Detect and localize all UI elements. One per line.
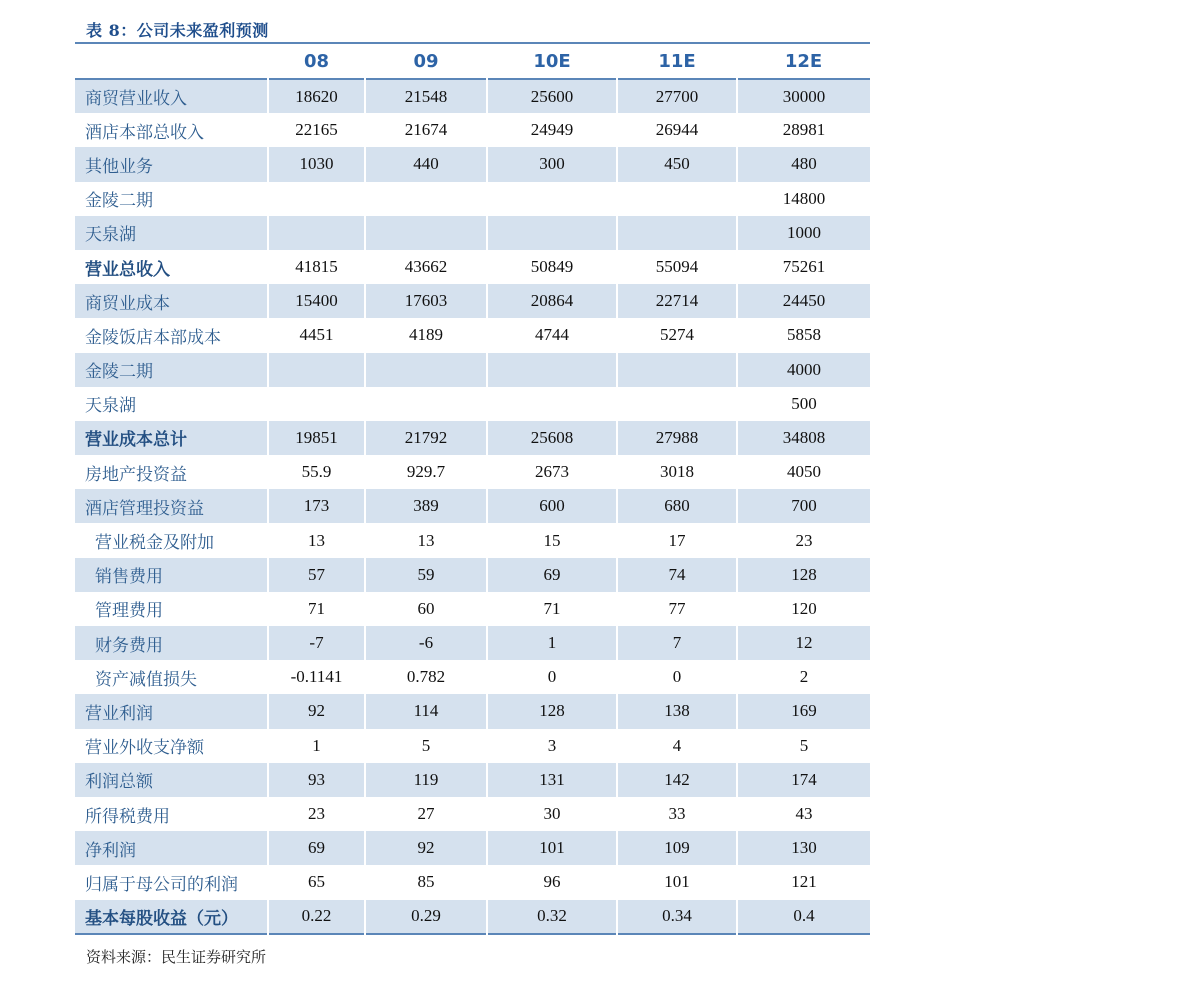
table-row [75,592,870,626]
row-label: 房地产投资益 [85,464,187,485]
table-row [75,694,870,728]
value-cell: 0.34 [617,900,737,934]
table-row [75,763,870,797]
value-cell: 4050 [737,455,870,489]
table-row [75,182,870,216]
row-label: 营业外收支净额 [85,738,204,759]
value-cell: 4 [617,729,737,763]
value-cell: 55094 [617,250,737,284]
row-label: 金陵饭店本部成本 [85,327,221,348]
value-cell: 27988 [617,421,737,455]
value-cell [487,353,617,387]
value-cell: 0.782 [365,660,487,694]
row-label: 营业总收入 [85,259,170,280]
value-cell: 109 [617,831,737,865]
row-label: 所得税费用 [85,806,170,827]
row-label: 营业成本总计 [75,421,268,455]
value-cell: 5 [365,729,487,763]
value-cell: 23 [737,523,870,557]
value-cell: 92 [365,831,487,865]
value-cell: 0.32 [487,900,617,934]
header-cell-12e: 12E [784,50,823,72]
header-cell-10e: 10E [533,50,571,72]
row-label: 销售费用 [75,558,268,592]
value-cell: 75261 [737,250,870,284]
value-cell: 69 [487,558,617,592]
value-cell: 1 [268,729,365,763]
value-cell: 14800 [737,182,870,216]
value-cell: 4000 [737,353,870,387]
row-label: 商贸业成本 [75,284,268,318]
value-cell: 700 [737,489,870,523]
value-cell: 41815 [268,250,365,284]
value-cell: 5 [737,729,870,763]
value-cell: 4744 [487,318,617,352]
value-cell: 19851 [268,421,365,455]
value-cell: 1 [487,626,617,660]
table-row [75,147,870,181]
table-row [75,729,870,763]
value-cell: 3018 [617,455,737,489]
value-cell: 4189 [365,318,487,352]
value-cell: 128 [737,558,870,592]
value-cell: 0.22 [268,900,365,934]
value-cell [365,387,487,421]
table-row [75,216,870,250]
value-cell: 26944 [617,113,737,147]
value-cell: 101 [487,831,617,865]
table-row [75,489,870,523]
value-cell [365,182,487,216]
value-cell [268,182,365,216]
value-cell: 929.7 [365,455,487,489]
table-row [75,558,870,592]
table-row [75,421,870,455]
table-row [75,113,870,147]
value-cell: 500 [737,387,870,421]
value-cell: 13 [365,523,487,557]
value-cell: 4451 [268,318,365,352]
row-label: 酒店管理投资益 [75,489,268,523]
value-cell: 101 [617,865,737,899]
value-cell: 21792 [365,421,487,455]
value-cell: 69 [268,831,365,865]
header-cell-08: 08 [303,50,330,72]
row-label: 商贸营业收入 [75,79,268,113]
value-cell: -6 [365,626,487,660]
value-cell: 92 [268,694,365,728]
value-cell: 138 [617,694,737,728]
table-row [75,284,870,318]
value-cell [617,387,737,421]
value-cell: 119 [365,763,487,797]
row-label: 利润总额 [75,763,268,797]
value-cell [365,353,487,387]
value-cell: 65 [268,865,365,899]
value-cell: 34808 [737,421,870,455]
value-cell [365,216,487,250]
value-cell: 22714 [617,284,737,318]
value-cell: 1000 [737,216,870,250]
row-label: 酒店本部总收入 [85,122,204,143]
row-label: 天泉湖 [75,216,268,250]
forecast-table-container [75,42,870,935]
value-cell: 27700 [617,79,737,113]
value-cell: 3 [487,729,617,763]
value-cell [617,182,737,216]
value-cell: 33 [617,797,737,831]
value-cell: 5274 [617,318,737,352]
table-row [75,353,870,387]
value-cell: 12 [737,626,870,660]
value-cell: 130 [737,831,870,865]
value-cell: 24949 [487,113,617,147]
value-cell: 0.29 [365,900,487,934]
value-cell: 96 [487,865,617,899]
table-row [75,387,870,421]
value-cell: 27 [365,797,487,831]
table-row [75,900,870,934]
table-row [75,455,870,489]
value-cell: 55.9 [268,455,365,489]
value-cell: 389 [365,489,487,523]
value-cell: 30 [487,797,617,831]
row-label: 其他业务 [75,147,268,181]
value-cell: 15 [487,523,617,557]
value-cell: 22165 [268,113,365,147]
value-cell [268,353,365,387]
value-cell: 24450 [737,284,870,318]
value-cell: 23 [268,797,365,831]
value-cell: 21674 [365,113,487,147]
value-cell: 43662 [365,250,487,284]
value-cell [268,387,365,421]
header-cell-label [75,43,268,79]
value-cell: 2673 [487,455,617,489]
value-cell: 77 [617,592,737,626]
value-cell: 25608 [487,421,617,455]
value-cell: 17603 [365,284,487,318]
value-cell: 142 [617,763,737,797]
value-cell: 300 [487,147,617,181]
row-label: 金陵二期 [85,191,153,212]
value-cell: 85 [365,865,487,899]
value-cell: 15400 [268,284,365,318]
value-cell [617,353,737,387]
value-cell: 59 [365,558,487,592]
value-cell [268,216,365,250]
table-row [75,797,870,831]
value-cell: 1030 [268,147,365,181]
value-cell [617,216,737,250]
table-row [75,318,870,352]
header-row [75,43,870,79]
value-cell: 28981 [737,113,870,147]
value-cell: 13 [268,523,365,557]
profit-forecast-table [75,42,870,935]
value-cell [487,216,617,250]
value-cell: 680 [617,489,737,523]
row-label: 管理费用 [95,601,163,622]
value-cell: 25600 [487,79,617,113]
value-cell: 131 [487,763,617,797]
value-cell: 2 [737,660,870,694]
value-cell: 121 [737,865,870,899]
value-cell: -0.1141 [268,660,365,694]
table-row [75,831,870,865]
value-cell: 74 [617,558,737,592]
source-note: 资料来源：民生证券研究所 [86,948,267,966]
value-cell: 17 [617,523,737,557]
row-label: 天泉湖 [85,396,136,417]
header-cell-09: 09 [413,50,439,72]
value-cell: 450 [617,147,737,181]
table-row [75,79,870,113]
row-label: 归属于母公司的利润 [85,874,238,895]
value-cell: 120 [737,592,870,626]
table-row [75,523,870,557]
value-cell: 50849 [487,250,617,284]
value-cell: 20864 [487,284,617,318]
value-cell: 440 [365,147,487,181]
table-body [75,79,870,934]
header-cell-11e: 11E [658,50,696,72]
value-cell: 0 [487,660,617,694]
value-cell [487,182,617,216]
value-cell: 5858 [737,318,870,352]
table-caption: 表 8：公司未来盈利预测 [86,21,269,40]
value-cell: 173 [268,489,365,523]
row-label: 金陵二期 [75,353,268,387]
value-cell: 174 [737,763,870,797]
value-cell: 0.4 [737,900,870,934]
value-cell: 93 [268,763,365,797]
row-label: 资产减值损失 [95,669,197,690]
value-cell [487,387,617,421]
row-label: 净利润 [75,831,268,865]
value-cell: 114 [365,694,487,728]
table-row [75,660,870,694]
value-cell: 600 [487,489,617,523]
value-cell: 43 [737,797,870,831]
table-row [75,626,870,660]
row-label: 基本每股收益（元） [75,900,268,934]
value-cell: 480 [737,147,870,181]
row-label: 营业利润 [75,694,268,728]
value-cell: 169 [737,694,870,728]
value-cell: 128 [487,694,617,728]
value-cell: 30000 [737,79,870,113]
value-cell: 71 [487,592,617,626]
table-row [75,865,870,899]
value-cell: 71 [268,592,365,626]
value-cell: 18620 [268,79,365,113]
value-cell: 21548 [365,79,487,113]
row-label: 财务费用 [75,626,268,660]
value-cell: 57 [268,558,365,592]
value-cell: 60 [365,592,487,626]
value-cell: -7 [268,626,365,660]
table-row [75,250,870,284]
row-label: 营业税金及附加 [95,533,214,554]
value-cell: 7 [617,626,737,660]
value-cell: 0 [617,660,737,694]
